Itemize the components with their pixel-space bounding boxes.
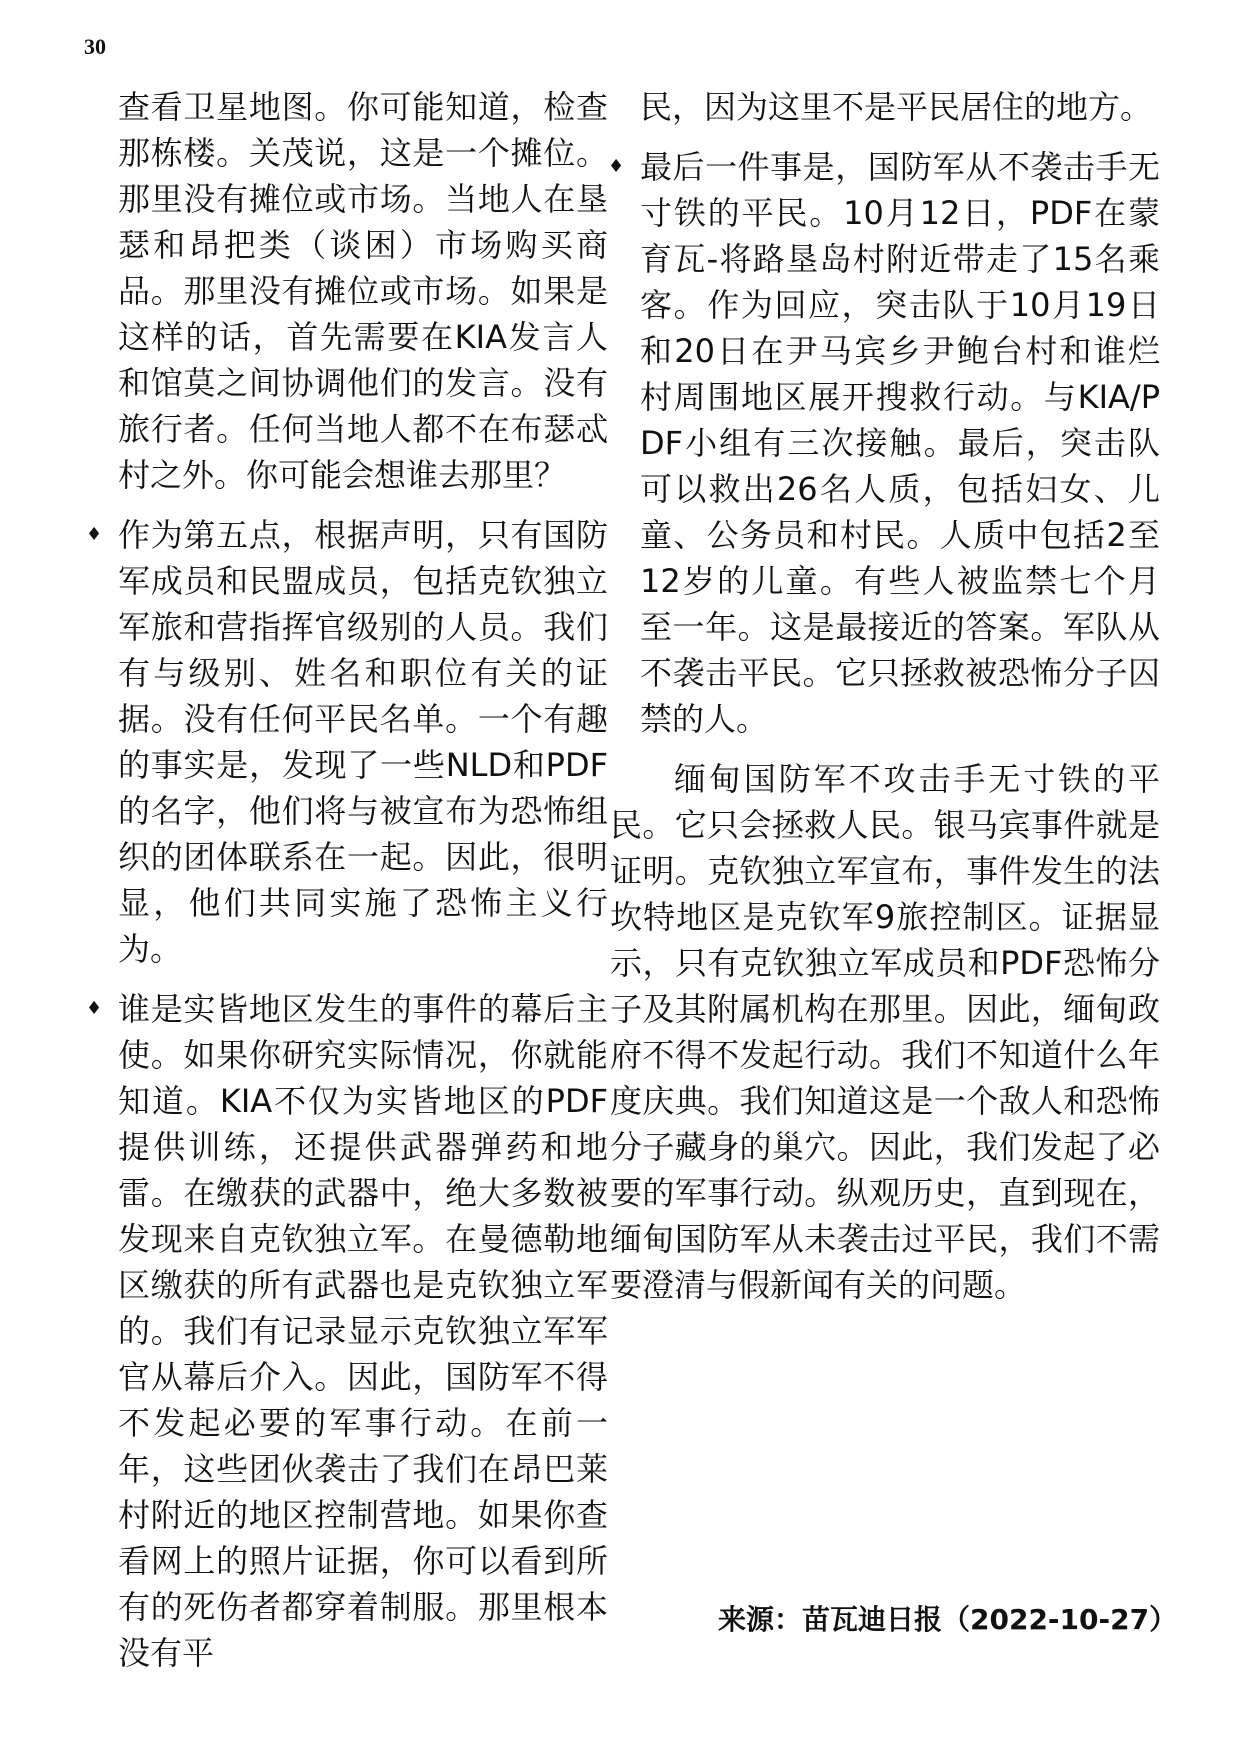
- bullet-text: 作为第五点，根据声明，只有国防军成员和民盟成员，包括克钦独立军旅和营指挥官级别的人员。我们有与级别、姓名和职位有关的证据。没有任何平民名单。一个有趣的事实是，发现了一些NLD和PDF的名字，他们将与被宣布为恐怖组织的团体联系在一起。因此，很明显，他们共同实施了恐怖主义行为。: [118, 516, 608, 968]
- source-citation: 来源：苗瓦迪日报（2022-10-27）: [718, 1603, 1178, 1636]
- diamond-bullet-icon: ♦: [608, 156, 625, 177]
- paragraph: 缅甸国防军不攻击手无寸铁的平民。它只会拯救人民。银马宾事件就是证明。克钦独立军宣布，事件发生的法坎特地区是克钦军9旅控制区。证据显示，只有克钦独立军成员和PDF恐怖分子及其附属机构在那里。因此，缅甸政府不得不发起行动。我们不知道什么年度庆典。我们知道这是一个敌人和恐怖分子藏身的巢穴。因此，我们发起了必要的军事行动。纵观历史，直到现在，缅甸国防军从未袭击过平民，我们不需要澄清与假新闻有关的问题。: [610, 760, 1160, 1304]
- page-number: 30: [84, 34, 106, 59]
- paragraph: 查看卫星地图。你可能知道，检查那栋楼。关茂说，这是一个摊位。那里没有摊位或市场。当地人在垦瑟和昂把类（谈困）市场购买商品。那里没有摊位或市场。如果是这样的话，首先需要在KIA发言人和馆莫之间协调他们的发言。没有旅行者。任何当地人都不在布瑟忒村之外。你可能会想谁去那里？: [118, 88, 608, 494]
- diamond-bullet-icon: ♦: [86, 524, 103, 545]
- bullet-item: [86, 512, 608, 972]
- paragraph: 民，因为这里不是平民居住的地方。: [640, 88, 1153, 126]
- bullet-text: 谁是实皆地区发生的事件的幕后主使。如果你研究实际情况，你就能知道。KIA不仅为实皆地区的PDF提供训练，还提供武器弹药和地雷。在缴获的武器中，绝大多数被发现来自克钦独立军。在曼德勒地区缴获的所有武器也是克钦独立军的。我们有记录显示克钦独立军军官从幕后介入。因此，国防军不得不发起必要的军事行动。在前一年，这些团伙袭击了我们在昂巴莱村附近的地区控制营地。如果你查看网上的照片证据，你可以看到所有的死伤者都穿着制服。那里根本没有平: [118, 990, 608, 1672]
- bullet-item: [86, 986, 608, 1676]
- bullet-item: [608, 144, 1160, 742]
- bullet-text: 最后一件事是，国防军从不袭击手无寸铁的平民。10月12日，PDF在蒙育瓦-将路垦岛村附近带走了15名乘客。作为回应，突击队于10月19日和20日在尹马宾乡尹鲍台村和谁烂村周围地区展开搜救行动。与KIA/PDF小组有三次接触。最后，突击队可以救出26名人质，包括妇女、儿童、公务员和村民。人质中包括2至12岁的儿童。有些人被监禁七个月至一年。这是最接近的答案。军队从不袭击平民。它只拯救被恐怖分子囚禁的人。: [640, 148, 1160, 738]
- left-column: [86, 84, 608, 1690]
- diamond-bullet-icon: ♦: [86, 998, 103, 1019]
- right-column: [608, 84, 1160, 1322]
